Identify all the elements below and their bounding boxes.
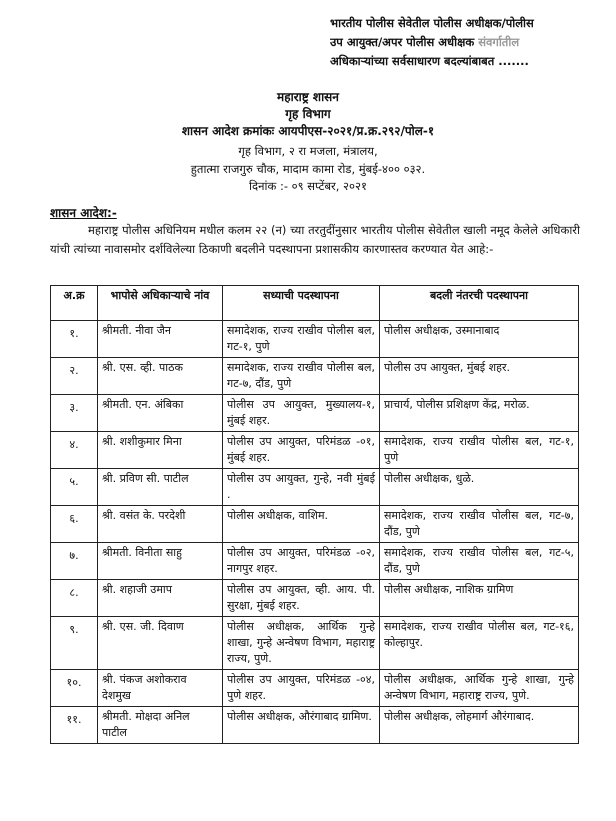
- address-block: [0, 143, 616, 196]
- sr-cell: ३.: [51, 395, 98, 432]
- header-current-posting: सध्याची पदस्थापना: [223, 286, 380, 321]
- department-name: गृह विभाग: [285, 107, 331, 121]
- officer-name-cell: श्रीमती. विनीता साहु: [98, 543, 223, 580]
- new-posting-cell: प्राचार्य, पोलीस प्रशिक्षण केंद्र, मरोळ.: [380, 395, 579, 432]
- subject-line-1: भारतीय पोलीस सेवेतील पोलीस अधीक्षक/पोलीस: [330, 16, 534, 30]
- header-new-posting: बदली नंतरची पदस्थापना: [380, 286, 579, 321]
- current-posting-cell: समादेशक, राज्य राखीव पोलीस बल, गट-७, दौंड, पुणे: [223, 358, 380, 395]
- government-name: महाराष्ट्र शासन: [277, 90, 339, 104]
- subject-line-2a: उप आयुक्त/अपर पोलीस अधीक्षक: [330, 35, 479, 49]
- sr-cell: ७.: [51, 543, 98, 580]
- new-posting-cell: समादेशक, राज्य राखीव पोलीस बल, गट-५, दौंड, पुणे: [380, 543, 579, 580]
- sr-cell: ९.: [51, 617, 98, 670]
- officer-name-cell: श्री. वसंत के. परदेशी: [98, 506, 223, 543]
- officer-name-cell: श्रीमती. नीवा जैन: [98, 321, 223, 358]
- order-heading: शासन आदेश:-: [50, 206, 117, 220]
- postings-table: [50, 285, 579, 744]
- new-posting-cell: पोलीस अधीक्षक, लोहमार्ग औरंगाबाद.: [380, 707, 579, 744]
- table-row: [51, 670, 579, 707]
- address-line-2: हुतात्मा राजगुरु चौक, मादाम कामा रोड, मुंबई-४०० ०३२.: [190, 161, 426, 176]
- officer-name-cell: श्री. पंकज अशोकराव देशमुख: [98, 670, 223, 707]
- sr-cell: ११.: [51, 707, 98, 744]
- current-posting-cell: पोलीस उप आयुक्त, परिमंडळ -०४, पुणे शहर.: [223, 670, 380, 707]
- header-sr: अ.क्र: [51, 286, 98, 321]
- table-header-row: [51, 286, 579, 321]
- sr-cell: १.: [51, 321, 98, 358]
- sr-cell: १०.: [51, 670, 98, 707]
- government-header: [0, 89, 616, 140]
- table-row: [51, 469, 579, 506]
- new-posting-cell: पोलीस अधीक्षक, आर्थिक गुन्हे शाखा, गुन्हे अन्वेषण विभाग, महाराष्ट्र राज्य, पुणे.: [380, 670, 579, 707]
- order-body-text: महाराष्ट्र पोलीस अधिनियम मधील कलम २२ (न) च्या तरतुदींनुसार भारतीय पोलीस सेवेतील खाली नमूद केलेले अधिकारी यांची त्यांच्या नावासमोर दर्शविलेल्या ठिकाणी बदलीने पदस्थापना प्रशासकीय कारणास्तव करण्यात येत आहे:-: [50, 223, 580, 256]
- officer-name-cell: श्री. शशीकुमार मिना: [98, 432, 223, 469]
- sr-cell: ६.: [51, 506, 98, 543]
- new-posting-cell: पोलीस अधीक्षक, नाशिक ग्रामिण: [380, 580, 579, 617]
- new-posting-cell: समादेशक, राज्य राखीव पोलीस बल, गट-१, पुणे: [380, 432, 579, 469]
- new-posting-cell: समादेशक, राज्य राखीव पोलीस बल, गट-१६, कोल्हापुर.: [380, 617, 579, 670]
- table-row: [51, 617, 579, 670]
- address-line-1: गृह विभाग, २ रा मजला, मंत्रालय,: [238, 144, 378, 158]
- sr-cell: ८.: [51, 580, 98, 617]
- new-posting-cell: पोलीस अधीक्षक, धुळे.: [380, 469, 579, 506]
- sr-cell: २.: [51, 358, 98, 395]
- subject-line-3: अधिकाऱ्यांच्या सर्वसाधारण बदल्यांबाबत .......: [330, 54, 529, 68]
- table-row: [51, 432, 579, 469]
- subject-line-2: [330, 33, 610, 52]
- new-posting-cell: पोलीस उप आयुक्त, मुंबई शहर.: [380, 358, 579, 395]
- officer-name-cell: श्रीमती. मोक्षदा अनिल पाटील: [98, 707, 223, 744]
- table-row: [51, 506, 579, 543]
- subject-block: [330, 14, 610, 71]
- current-posting-cell: पोलीस अधीक्षक, आर्थिक गुन्हे शाखा, गुन्हे अन्वेषण विभाग, महाराष्ट्र राज्य, पुणे.: [223, 617, 380, 670]
- officer-name-cell: श्रीमती. एन. अंबिका: [98, 395, 223, 432]
- current-posting-cell: पोलीस उप आयुक्त, परिमंडळ -०१, मुंबई शहर.: [223, 432, 380, 469]
- officer-name-cell: श्री. प्रविण सी. पाटील: [98, 469, 223, 506]
- table-row: [51, 707, 579, 744]
- order-number: शासन आदेश क्रमांकः आयपीएस-२०२१/प्र.क्र.२९२/पोल-१: [181, 124, 435, 138]
- current-posting-cell: पोलीस अधीक्षक, औरंगाबाद ग्रामिण.: [223, 707, 380, 744]
- new-posting-cell: पोलीस अधीक्षक, उस्मानाबाद: [380, 321, 579, 358]
- current-posting-cell: पोलीस अधीक्षक, वाशिम.: [223, 506, 380, 543]
- table-row: [51, 580, 579, 617]
- current-posting-cell: समादेशक, राज्य राखीव पोलीस बल, गट-१, पुणे: [223, 321, 380, 358]
- new-posting-cell: समादेशक, राज्य राखीव पोलीस बल, गट-७, दौंड, पुणे: [380, 506, 579, 543]
- subject-line-2b: संवर्गातील: [478, 35, 520, 49]
- current-posting-cell: पोलीस उप आयुक्त, मुख्यालय-१, मुंबई शहर.: [223, 395, 380, 432]
- officer-name-cell: श्री. एस. व्ही. पाठक: [98, 358, 223, 395]
- sr-cell: ५.: [51, 469, 98, 506]
- officer-name-cell: श्री. शहाजी उमाप: [98, 580, 223, 617]
- sr-cell: ४.: [51, 432, 98, 469]
- table-row: [51, 358, 579, 395]
- order-date: दिनांक :- ०९ सप्टेंबर, २०२१: [249, 179, 367, 193]
- header-officer-name: भापोसे अधिकाऱ्याचे नांव: [98, 286, 223, 321]
- order-body: [50, 221, 580, 259]
- officer-name-cell: श्री. एस. जी. दिवाण: [98, 617, 223, 670]
- table-row: [51, 395, 579, 432]
- current-posting-cell: पोलीस उप आयुक्त, गुन्हे, नवी मुंबई .: [223, 469, 380, 506]
- current-posting-cell: पोलीस उप आयुक्त, परिमंडळ -०२, नागपुर शहर.: [223, 543, 380, 580]
- table-row: [51, 543, 579, 580]
- table-row: [51, 321, 579, 358]
- current-posting-cell: पोलीस उप आयुक्त, व्ही. आय. पी. सुरक्षा, मुंबई शहर.: [223, 580, 380, 617]
